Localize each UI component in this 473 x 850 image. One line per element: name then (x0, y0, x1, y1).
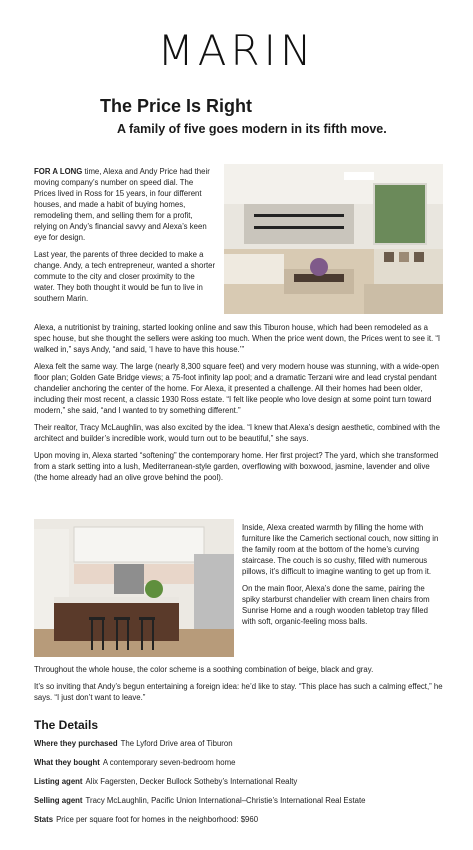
detail-label: Selling agent (34, 796, 83, 805)
intro-column (34, 166, 216, 310)
body-text (34, 322, 443, 489)
detail-value: The Lyford Drive area of Tiburon (120, 739, 233, 748)
living-room-photo (224, 164, 443, 314)
lead-in: FOR A LONG (34, 167, 83, 176)
detail-row (34, 777, 444, 787)
closing-text (34, 664, 443, 709)
detail-value: A contemporary seven-bedroom home (102, 758, 236, 767)
paragraph-3: Alexa, a nutritionist by training, started looking online and saw this Tiburon house, which had been remodeled as a spec house, but she thought the sellers were asking too much. When the price went down, the Prices went to see it. “I walked in,” says Andy, “and said, ‘I have to have this house.’” (34, 323, 441, 354)
paragraph-2: Last year, the parents of three decided to make a change. Andy, a tech entrepreneur, wanted a shorter commute to the city and closer proximity to the water. They both thought it would be fun to live in southern Marin. (34, 250, 216, 303)
paragraph-4: Alexa felt the same way. The large (nearly 8,300 square feet) and very modern house was stunning, with a wide-open floor plan; Golden Gate Bridge views; a 75-foot infinity lap pool; and a dramatic Terzani wire and lead crystal pendant chandelier anchoring the center of the home. For Alexa, it presented a challenge. All their homes had been older, including their most recent, a classic 1930 Ross estate. “I felt like people who love design at some point turn toward modern,” she said, “and I wanted to try something different.” (34, 362, 439, 415)
detail-label: What they bought (34, 758, 100, 767)
details-heading: The Details (34, 718, 99, 732)
detail-label: Where they purchased (34, 739, 118, 748)
detail-row (34, 739, 444, 749)
paragraph-8: On the main floor, Alexa’s done the same, pairing the spiky starburst chandelier with cream linen chairs from Sunrise Home and a rough wooden tabletop tray filled with soft, organic-feeling moss balls. (242, 584, 430, 626)
detail-row (34, 796, 444, 806)
paragraph-1: time, Alexa and Andy Price had their moving company’s number on speed dial. The Prices lived in Ross for 15 years, in four different houses, and made a habit of buying homes, remodeling them, and selling them for a profit, relying on Andy’s financial savvy and Alexa’s keen eye for design. (34, 167, 210, 242)
detail-label: Listing agent (34, 777, 83, 786)
paragraph-9: Throughout the whole house, the color scheme is a soothing combination of beige, black and gray. (34, 665, 374, 674)
detail-value: Tracy McLaughlin, Pacific Union International–Christie’s International Real Estate (85, 796, 366, 805)
article-title: The Price Is Right (100, 96, 253, 116)
paragraph-10: It’s so inviting that Andy’s begun entertaining a foreign idea: he’d like to stay. “This place has such a calming effect,” he says. “I just don’t want to leave.” (34, 682, 443, 702)
detail-value: Alix Fagersten, Decker Bullock Sotheby’s International Realty (85, 777, 298, 786)
kitchen-photo (34, 519, 234, 657)
paragraph-6: Upon moving in, Alexa started “softening” the contemporary home. Her first project? The yard, which she transformed from a stark setting into a lush, Mediterranean-style garden, overflowing with boxwood, jasmine, lavender and olive (the home already had an olive grove behind the pool). (34, 451, 439, 482)
detail-value: Price per square foot for homes in the neighborhood: $960 (56, 815, 259, 824)
detail-label: Stats (34, 815, 54, 824)
paragraph-7: Inside, Alexa created warmth by filling the home with furniture like the Camerich sectional couch, now sitting in the family room at the bottom of the home’s curving staircase. The couch is so cushy, filled with numerous pillows, it’s difficult to imagine wanting to get up from it. (242, 523, 439, 576)
article-subtitle: A family of five goes modern in its fifth move. (117, 122, 387, 136)
right-column (242, 522, 443, 633)
paragraph-5: Their realtor, Tracy McLaughlin, was also excited by the idea. “I knew that Alexa’s design aesthetic, combined with the architect and builder’s incredible work, would turn out to be beautiful,” she says. (34, 423, 440, 443)
detail-row (34, 758, 444, 768)
detail-row (34, 815, 444, 825)
masthead-logo: MARIN (157, 26, 316, 75)
